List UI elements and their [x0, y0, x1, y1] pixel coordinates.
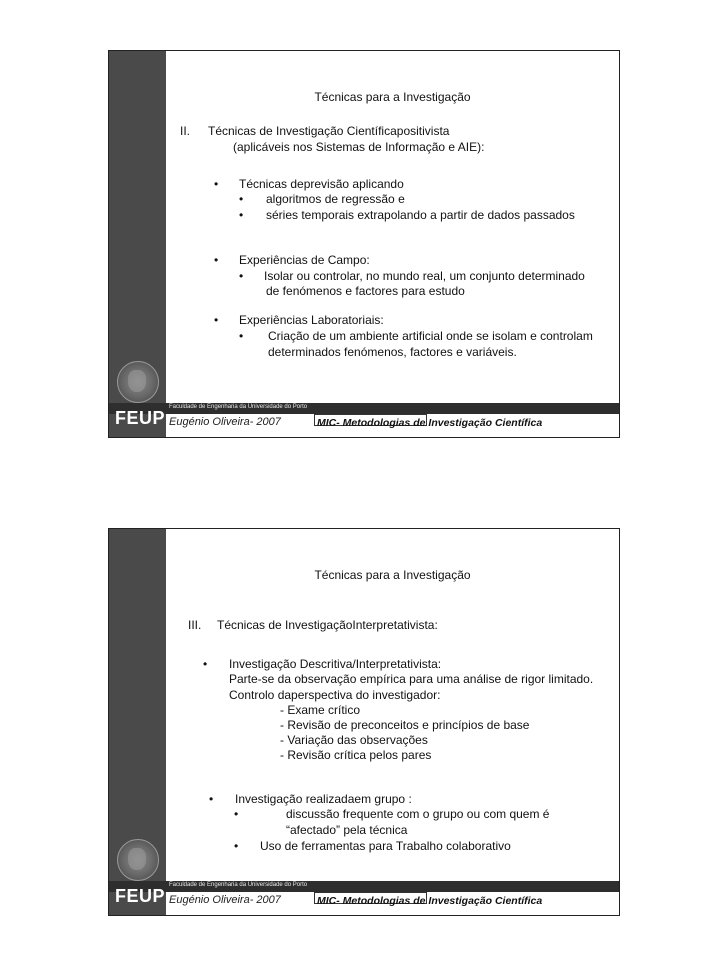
bullet-icon: •: [239, 192, 244, 206]
section-number: III.: [188, 618, 202, 632]
bullet-icon: •: [214, 313, 219, 327]
list-item: Investigação realizadaem grupo :: [235, 792, 412, 806]
list-item: Uso de ferramentas para Trabalho colaborativo: [260, 839, 511, 853]
list-item: Técnicas deprevisão aplicando: [239, 177, 404, 191]
bullet-icon: •: [239, 269, 244, 283]
faculty-name: Faculdade de Engenharia da Universidade do Porto: [169, 404, 308, 410]
list-item: Isolar ou controlar, no mundo real, um conjunto determinado: [264, 269, 585, 283]
list-item: de fenómenos e factores para estudo: [266, 284, 465, 298]
bullet-icon: •: [209, 792, 214, 806]
slide-title: Técnicas para a Investigação: [314, 568, 471, 582]
slide-1: [108, 50, 620, 438]
list-item: Investigação Descritiva/Interpretativista:: [229, 657, 442, 671]
bullet-icon: •: [214, 177, 219, 191]
list-item: Experiências de Campo:: [239, 253, 370, 267]
list-item: determinados fenómenos, factores e variáveis.: [268, 345, 517, 359]
list-item: discussão frequente com o grupo ou com quem é: [286, 807, 550, 821]
list-item: - Revisão de preconceitos e princípios de base: [280, 718, 530, 732]
author: Eugénio Oliveira- 2007: [169, 894, 281, 906]
feup-logo: FEUP: [115, 886, 166, 906]
section-number: II.: [180, 124, 191, 138]
feup-logo: FEUP: [115, 408, 166, 428]
list-item: “afectado” pela técnica: [286, 823, 408, 837]
slide-title: Técnicas para a Investigação: [314, 90, 471, 104]
bullet-icon: •: [239, 208, 244, 222]
list-item: Criação de um ambiente artificial onde se isolam e controlam: [268, 329, 593, 343]
university-seal-icon: [117, 361, 159, 403]
faculty-band: [109, 403, 619, 414]
course-title: MIC- Metodologias de Investigação Científica: [317, 417, 543, 429]
list-item: Controlo daperspectiva do investigador:: [229, 688, 441, 702]
list-item: - Variação das observações: [280, 733, 428, 747]
slide-2: [108, 528, 620, 916]
section-title: Técnicas de Investigação Científicapositivista: [208, 124, 450, 138]
list-item: séries temporais extrapolando a partir de dados passados: [266, 208, 575, 222]
bullet-icon: •: [214, 253, 219, 267]
faculty-name: Faculdade de Engenharia da Universidade do Porto: [169, 882, 308, 888]
university-seal-icon: [117, 839, 159, 881]
course-title: MIC- Metodologias de Investigação Científica: [317, 895, 543, 907]
bullet-icon: •: [234, 807, 239, 821]
list-item: algoritmos de regressão e: [266, 192, 405, 206]
section-title: Técnicas de InvestigaçãoInterpretativista:: [217, 618, 438, 632]
author: Eugénio Oliveira- 2007: [169, 416, 281, 428]
list-item: - Exame crítico: [280, 703, 361, 717]
list-item: - Revisão crítica pelos pares: [280, 748, 432, 762]
bullet-icon: •: [203, 657, 208, 671]
faculty-band: [109, 881, 619, 892]
list-item: Parte-se da observação empírica para uma análise de rigor limitado.: [229, 672, 594, 686]
bullet-icon: •: [234, 839, 239, 853]
list-item: Experiências Laboratoriais:: [239, 313, 384, 327]
section-subtitle: (aplicáveis nos Sistemas de Informação e AIE):: [233, 140, 485, 154]
bullet-icon: •: [239, 329, 244, 343]
